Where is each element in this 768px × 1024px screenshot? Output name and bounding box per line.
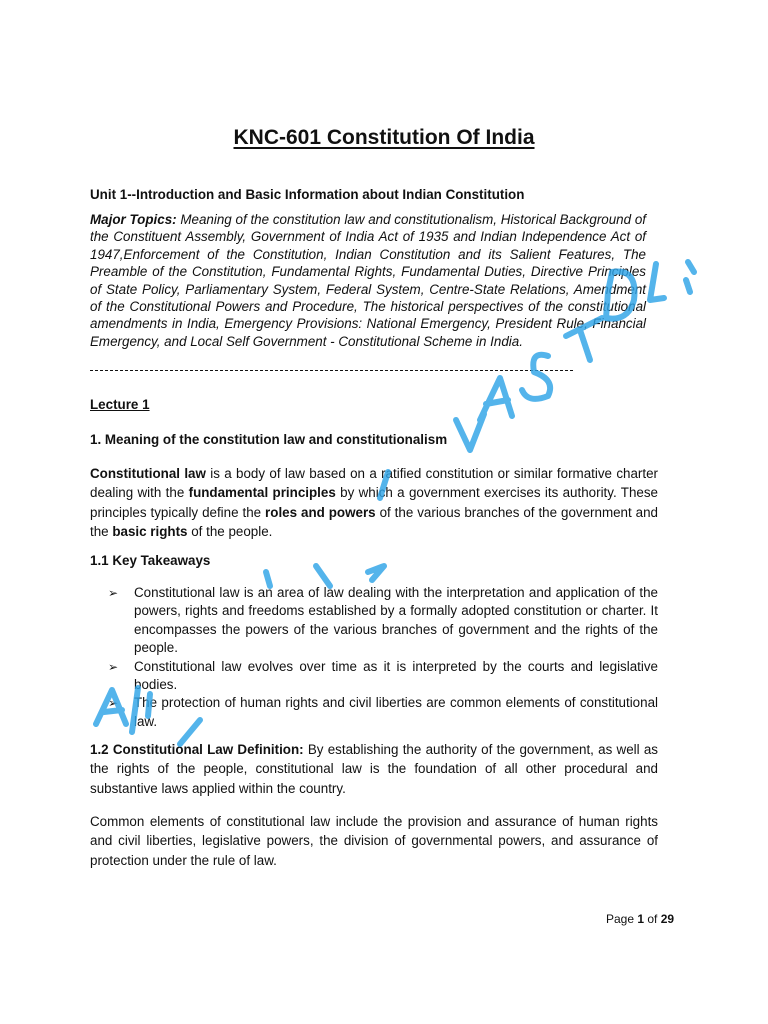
dashed-separator <box>90 370 573 371</box>
list-item: ➢ Constitutional law evolves over time as it is interpreted by the courts and legislative bodies. <box>108 658 658 693</box>
lecture-heading: Lecture 1 <box>90 397 150 412</box>
unit-heading: Unit 1--Introduction and Basic Information about Indian Constitution <box>90 187 525 202</box>
list-item: ➢ The protection of human rights and civil liberties are common elements of constitutional law. <box>108 695 658 729</box>
section-1-1-heading: 1.1 Key Takeaways <box>90 553 211 568</box>
term-basic-rights: basic rights <box>112 524 188 540</box>
section-1-heading: 1. Meaning of the constitution law and constitutionalism <box>90 432 448 447</box>
page-title: KNC-601 Constitution Of India <box>233 126 535 149</box>
page-number: Page 1 of 29 <box>606 912 675 926</box>
term-fundamental-principles: fundamental principles <box>188 485 336 501</box>
list-item: ➢ Constitutional law is an area of law dealing with the interpretation and application of the powers, rights and freedoms established by a formally adopted constitution or charter. It encompasses the powers of the various branches of government and the rights of the people. <box>108 585 658 656</box>
arrow-bullet-icon: ➢ <box>108 586 119 600</box>
key-takeaways-list <box>108 584 658 731</box>
constitutional-law-paragraph: Constitutional law is a body of law based on a ratified constitution or similar formative charter dealing with the fundamental principles by which a government exercises its authority. These principles typically define the roles and powers of the various branches of the government and the basic rights of the people. <box>90 466 659 540</box>
term-constitutional-law: Constitutional law <box>90 466 206 481</box>
major-topics-paragraph <box>90 211 646 350</box>
section-1-2-label: 1.2 Constitutional Law Definition: <box>90 742 304 757</box>
arrow-bullet-icon: ➢ <box>108 696 119 711</box>
term-roles-and-powers: roles and powers <box>265 504 376 520</box>
arrow-bullet-icon: ➢ <box>108 659 119 674</box>
major-topics-label: Major Topics: <box>90 212 177 227</box>
section-1-2-paragraph: 1.2 Constitutional Law Definition: By establishing the authority of the government, as well as the rights of the people, constitutional law is the foundation of all other procedural and substantive laws applied within the country. <box>90 742 659 796</box>
major-topics-text: Meaning of the constitution law and constitutionalism, Historical Background of the Constituent Assembly, Government of India Act of 1935 and Indian Independence Act of 1947,Enforcement of the Constitution, Indian Constitution and its Salient Features, The Preamble of the Constitution, Fundamental Rights, Fundamental Duties, Directive Principles of State Policy, Parliamentary System, Federal System, Centre-State Relations, Amendment of the Constitutional Powers and Procedure, The historical perspectives of the constitutional amendments in India, Emergency Provisions: National Emergency, President Rule, Financial Emergency, and Local Self Government - Constitutional Scheme in India. <box>90 212 646 349</box>
common-elements-paragraph: Common elements of constitutional law include the provision and assurance of human rights and civil liberties, legislative powers, the division of governmental powers, and assurance of protection under the rule of law. <box>90 814 658 868</box>
